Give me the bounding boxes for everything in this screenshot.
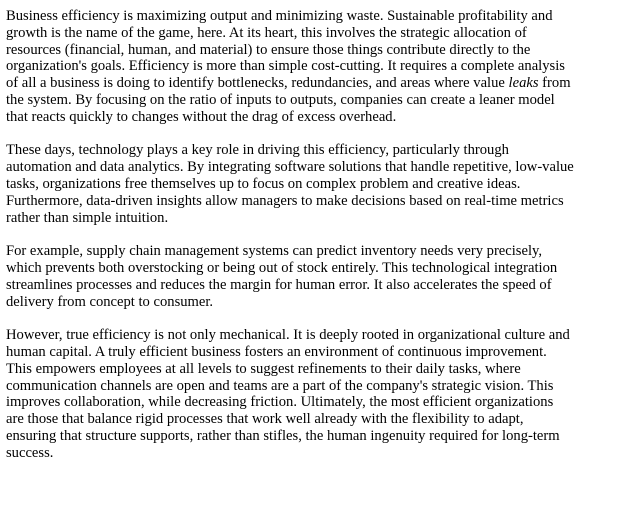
text-line: streamlines processes and reduces the margin for human error. It also accelerates the speed of	[6, 276, 552, 293]
text-line: communication channels are open and teams are a part of the company's strategic vision. This	[6, 377, 554, 394]
text-line: rather than simple intuition.	[6, 209, 169, 226]
text-line: resources (financial, human, and material) to ensure those things contribute directly to the	[6, 41, 531, 58]
text-line: organization's goals. Efficiency is more than simple cost-cutting. It requires a complete analysis	[6, 58, 565, 75]
paragraph-3	[6, 243, 638, 310]
text-line: tasks, organizations free themselves up to focus on complex problem and creative ideas.	[6, 175, 521, 192]
document-body	[6, 8, 638, 478]
text-line: are those that balance rigid processes that work well already with the flexibility to adapt,	[6, 411, 524, 428]
text-line: Furthermore, data-driven insights allow managers to make decisions based on real-time metrics	[6, 192, 564, 209]
text-line: which prevents both overstocking or being out of stock entirely. This technological integration	[6, 259, 558, 276]
text-line: However, true efficiency is not only mechanical. It is deeply rooted in organizational culture and	[6, 327, 570, 344]
text-line: This empowers employees at all levels to suggest refinements to their daily tasks, where	[6, 360, 521, 377]
paragraph-2	[6, 142, 638, 226]
text-run: of all a business is doing to identify bottlenecks, redundancies, and areas where value	[6, 75, 509, 92]
text-line: automation and data analytics. By integrating software solutions that handle repetitive, low-value	[6, 159, 574, 176]
paragraph-1	[6, 8, 638, 126]
paragraph-4	[6, 327, 638, 461]
text-line: that reacts quickly to changes without the drag of excess overhead.	[6, 108, 397, 125]
text-line: the system. By focusing on the ratio of inputs to outputs, companies can create a leaner model	[6, 91, 555, 108]
text-line: delivery from concept to consumer.	[6, 293, 214, 310]
text-line: These days, technology plays a key role in driving this efficiency, particularly through	[6, 142, 509, 159]
text-line: Business efficiency is maximizing output and minimizing waste. Sustainable profitability and	[6, 8, 553, 24]
text-line: improves collaboration, while decreasing friction. Ultimately, the most efficient organizations	[6, 394, 554, 411]
text-line: growth is the name of the game, here. At its heart, this involves the strategic allocation of	[6, 24, 527, 41]
text-line: human capital. A truly efficient business fosters an environment of continuous improvement.	[6, 343, 547, 360]
text-line: ensuring that structure supports, rather than stifles, the human ingenuity required for long-term	[6, 427, 560, 444]
text-line-with-italic	[6, 75, 638, 92]
italic-word-leaks: leaks	[508, 75, 539, 92]
text-run: from	[538, 75, 571, 92]
text-line: For example, supply chain management systems can predict inventory needs very precisely,	[6, 243, 543, 260]
text-line: success.	[6, 444, 54, 461]
